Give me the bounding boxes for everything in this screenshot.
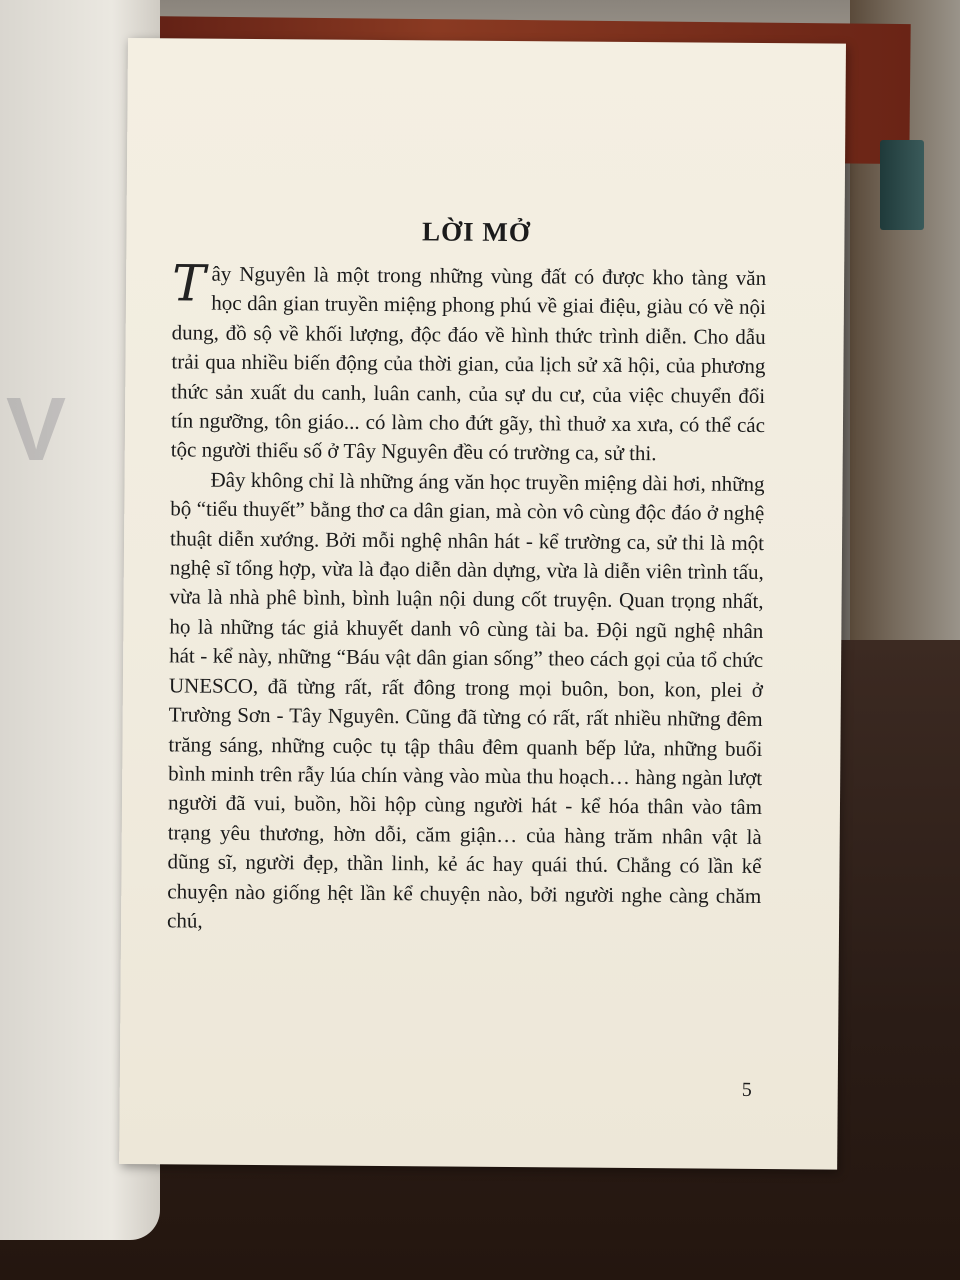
paragraph-1 (170, 254, 767, 470)
left-page-bleed: V (6, 380, 67, 480)
page-number: 5 (741, 1078, 752, 1101)
book-spine (880, 140, 924, 230)
paragraph-2: Đây không chỉ là những áng văn học truyền miệng dài hơi, những bộ “tiểu thuyết” bằng thơ ca dân gian, mà còn vô cùng độc đáo ở nghệ thuật diễn xướng. Bởi mỗi nghệ nhân hát - kể trường ca, sử thi là một nghệ sĩ tổng hợp, vừa là đạo diễn dàn dựng, vừa là diễn viên trình tấu, vừa là nhà phê bình, bình luận nội dung cốt truyện. Quan trọng nhất, họ là những tác giả khuyết danh vô cùng tài ba. Đội ngũ nghệ nhân hát - kể này, những “Báu vật dân gian sống” theo cách gọi của tổ chức UNESCO, đã từng rất, rất đông trong mọi buôn, bon, kon, plei ở Trường Sơn - Tây Nguyên. Cũng đã từng có rất, rất nhiều những đêm trăng sáng, những cuộc tụ tập thâu đêm quanh bếp lửa, những buổi bình minh trên rẫy lúa chín vàng vào mùa thu hoạch… hàng ngàn lượt người đã vui, buồn, hồi hộp cùng người hát - kể hóa thân vào tâm trạng yêu thương, hờn dỗi, căm giận… của hàng trăm nhân vật là dũng sĩ, người đẹp, thần linh, kẻ ác hay quái thú. Chẳng có lần kể chuyện nào giống hệt lần kể chuyện nào, bởi người nghe càng chăm chú, (166, 467, 765, 933)
page-content (167, 214, 767, 940)
book-page (119, 38, 846, 1170)
drop-cap: T (171, 254, 206, 313)
page-title: LỜI MỞ (421, 216, 531, 248)
paragraph-1-text: ây Nguyên là một trong những vùng đất có được kho tàng văn học dân gian truyền miệng phong phú về giai điệu, giàu có về nội dung, đồ sộ về khối lượng, độc đáo về hình thức trình diễn. Cho dẫu trải qua nhiều biến động của thời gian, của lịch sử xã hội, của phương thức sản xuất du canh, luân canh, của sự du cư, của việc chuyển đổi tín ngưỡng, tôn giáo... có làm cho đứt gãy, thì thuở xa xưa, có thể các tộc người thiểu số ở Tây Nguyên đều có trường ca, sử thi. (170, 261, 767, 466)
